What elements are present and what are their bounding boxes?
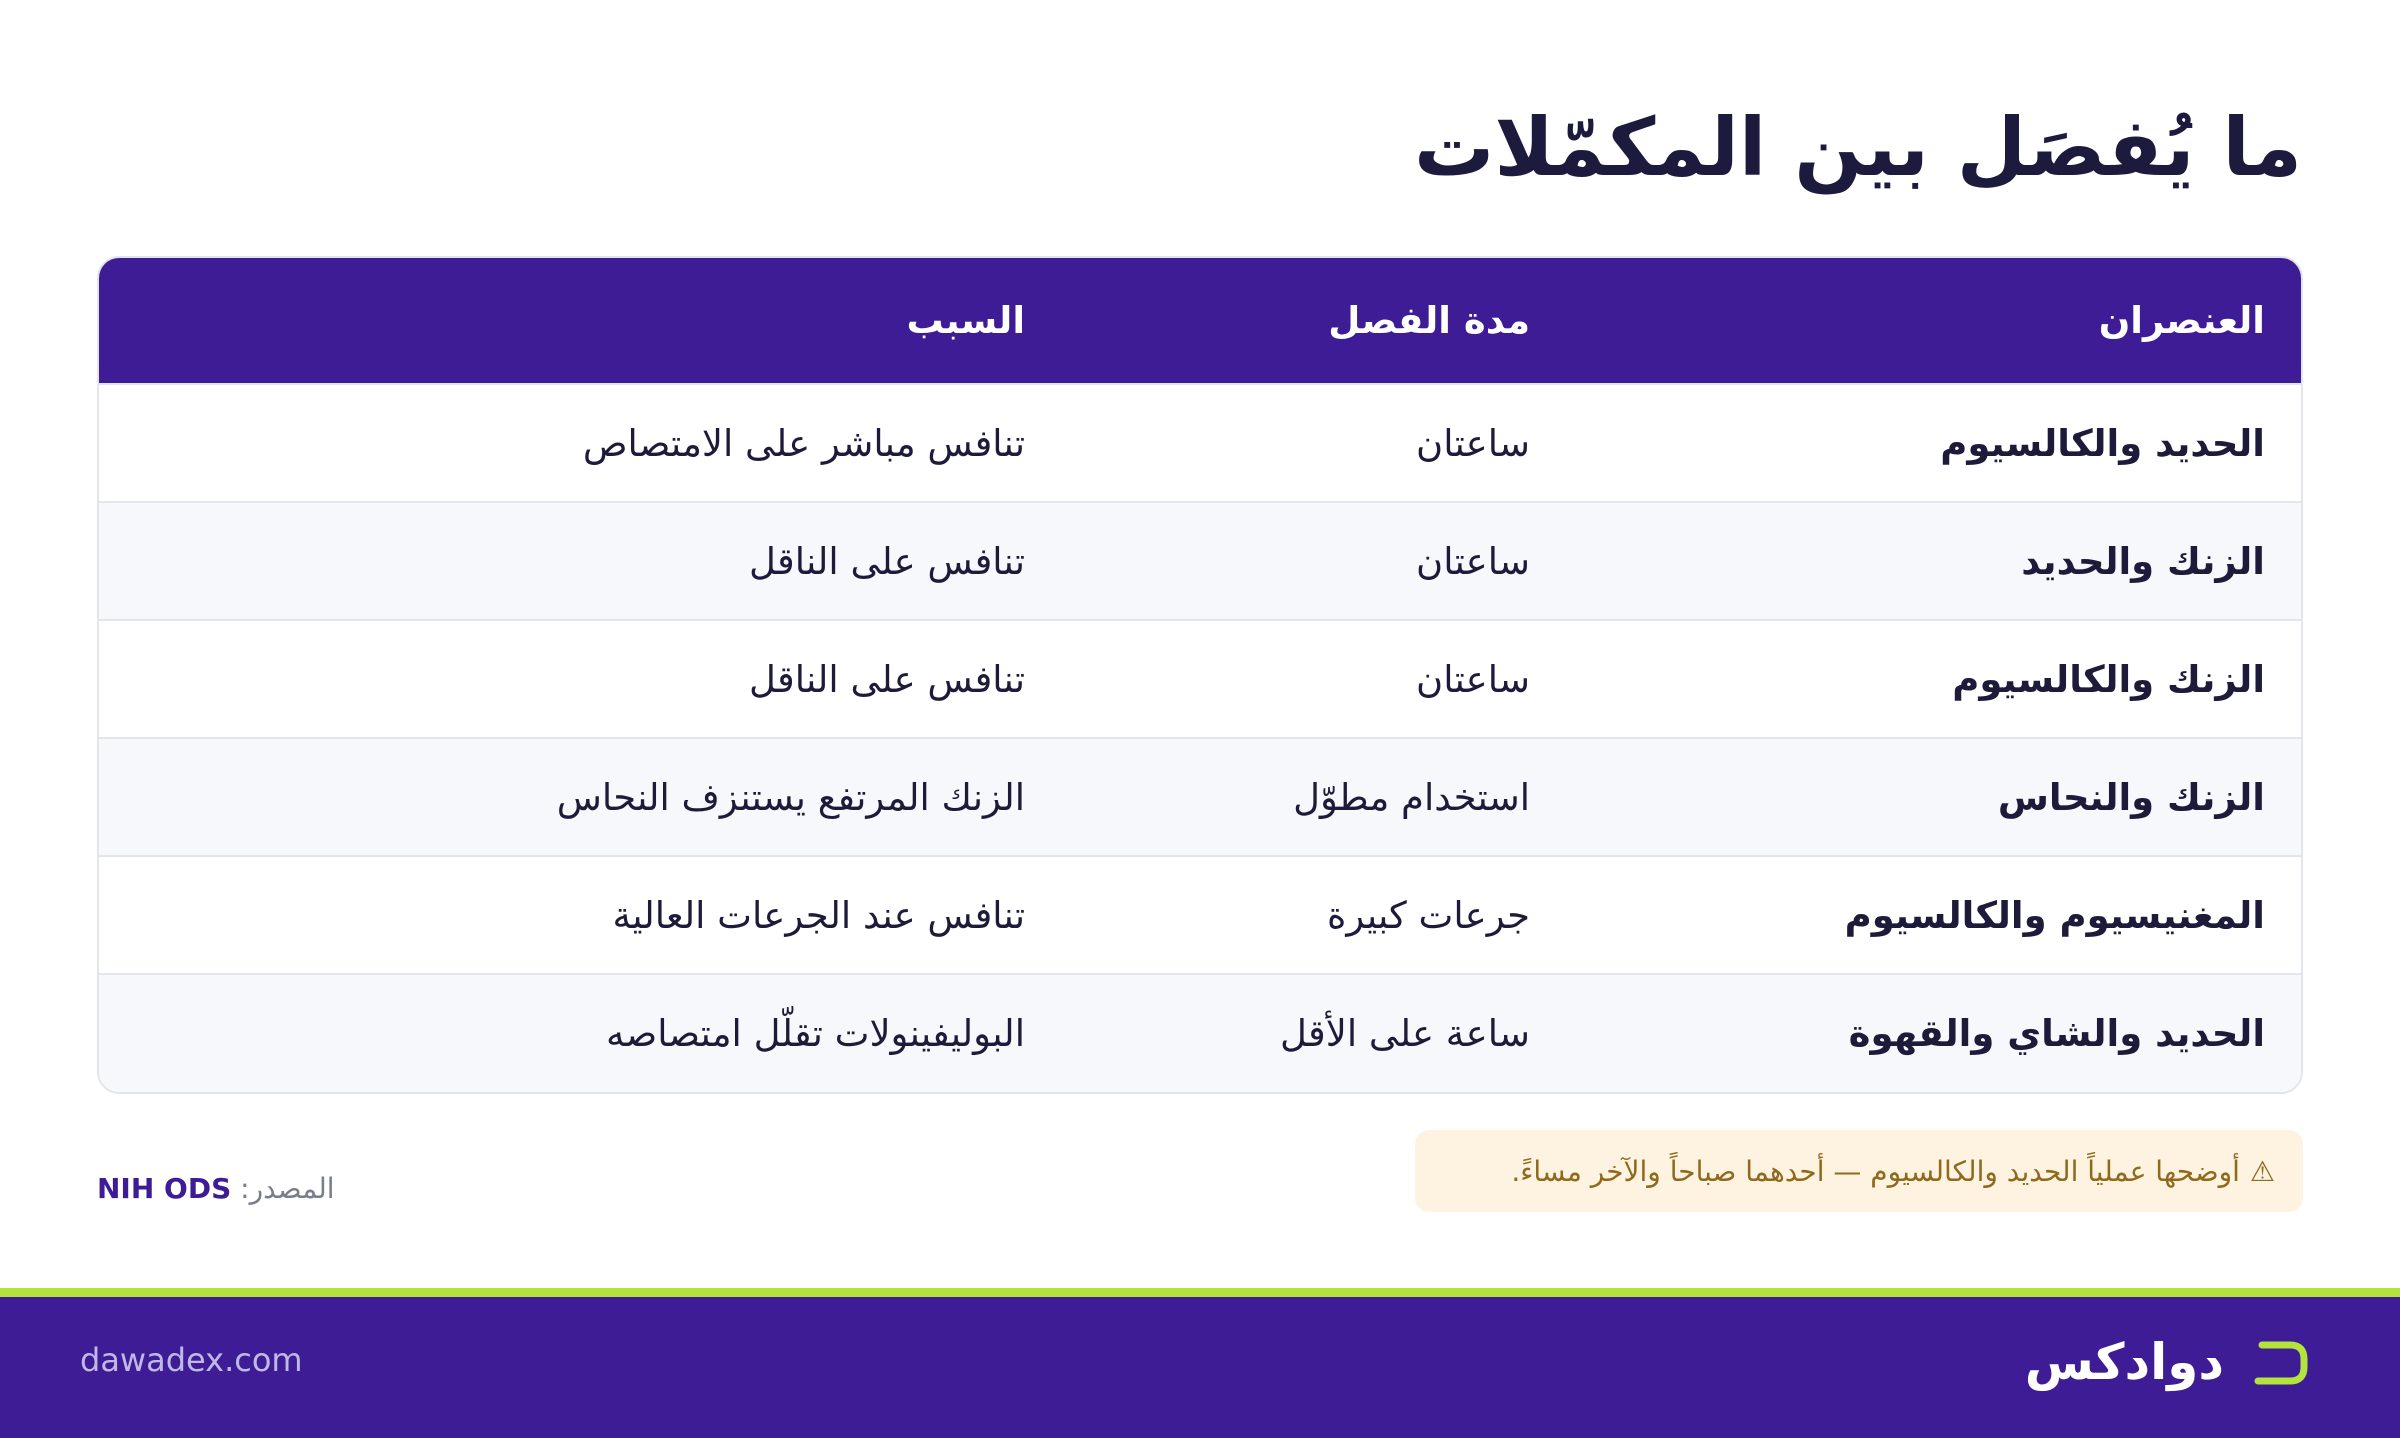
table-row bbox=[99, 856, 2301, 974]
cell-elements: الزنك والنحاس bbox=[1997, 775, 2265, 819]
cell-reason: الزنك المرتفع يستنزف النحاس bbox=[556, 775, 1025, 819]
dawadex-logo-icon bbox=[2252, 1337, 2312, 1389]
cell-reason: البوليفينولات تقلّل امتصاصه bbox=[605, 1012, 1025, 1055]
cell-elements: الزنك والكالسيوم bbox=[1952, 657, 2265, 701]
header-separation-duration: مدة الفصل bbox=[1328, 299, 1530, 342]
cell-reason: تنافس عند الجرعات العالية bbox=[612, 893, 1025, 937]
cell-elements: المغنيسيوم والكالسيوم bbox=[1844, 893, 2265, 937]
tip-note bbox=[1415, 1130, 2303, 1212]
source-value: NIH ODS bbox=[97, 1172, 232, 1205]
cell-elements: الزنك والحديد bbox=[2021, 539, 2265, 583]
footer-accent-line bbox=[0, 1288, 2400, 1297]
cell-duration: ساعتان bbox=[1416, 421, 1530, 465]
tip-note-text: أوضحها عملياً الحديد والكالسيوم — أحدهما صباحاً والآخر مساءً. bbox=[1511, 1154, 2240, 1188]
cell-reason: تنافس على الناقل bbox=[749, 539, 1025, 583]
cell-elements: الحديد والشاي والقهوة bbox=[1848, 1012, 2265, 1055]
source-label: المصدر: bbox=[240, 1172, 335, 1205]
brand-name: دوادكس bbox=[2024, 1333, 2224, 1391]
table-row bbox=[99, 502, 2301, 620]
table-header-row bbox=[99, 258, 2301, 384]
header-reason: السبب bbox=[906, 299, 1025, 342]
brand bbox=[2025, 1325, 2312, 1400]
cell-duration: ساعتان bbox=[1416, 657, 1530, 701]
table-row bbox=[99, 384, 2301, 502]
cell-duration: استخدام مطوّل bbox=[1293, 775, 1530, 819]
supplements-table bbox=[99, 258, 2301, 1092]
footer-domain: dawadex.com bbox=[80, 1341, 303, 1379]
footer bbox=[0, 1297, 2400, 1438]
warning-icon: ⚠ bbox=[2249, 1154, 2275, 1188]
table-row bbox=[99, 974, 2301, 1092]
cell-reason: تنافس على الناقل bbox=[749, 657, 1025, 701]
cell-elements: الحديد والكالسيوم bbox=[1940, 421, 2265, 465]
table-row bbox=[99, 620, 2301, 738]
cell-duration: ساعة على الأقل bbox=[1280, 1012, 1530, 1055]
table-row bbox=[99, 738, 2301, 856]
separation-table bbox=[97, 256, 2303, 1094]
cell-duration: جرعات كبيرة bbox=[1327, 893, 1530, 937]
header-elements: العنصران bbox=[2098, 299, 2265, 342]
source-credit bbox=[97, 1172, 335, 1205]
cell-duration: ساعتان bbox=[1416, 539, 1530, 583]
page-title: ما يُفصَل بين المكمّلات bbox=[1413, 101, 2302, 194]
cell-reason: تنافس مباشر على الامتصاص bbox=[582, 421, 1025, 465]
